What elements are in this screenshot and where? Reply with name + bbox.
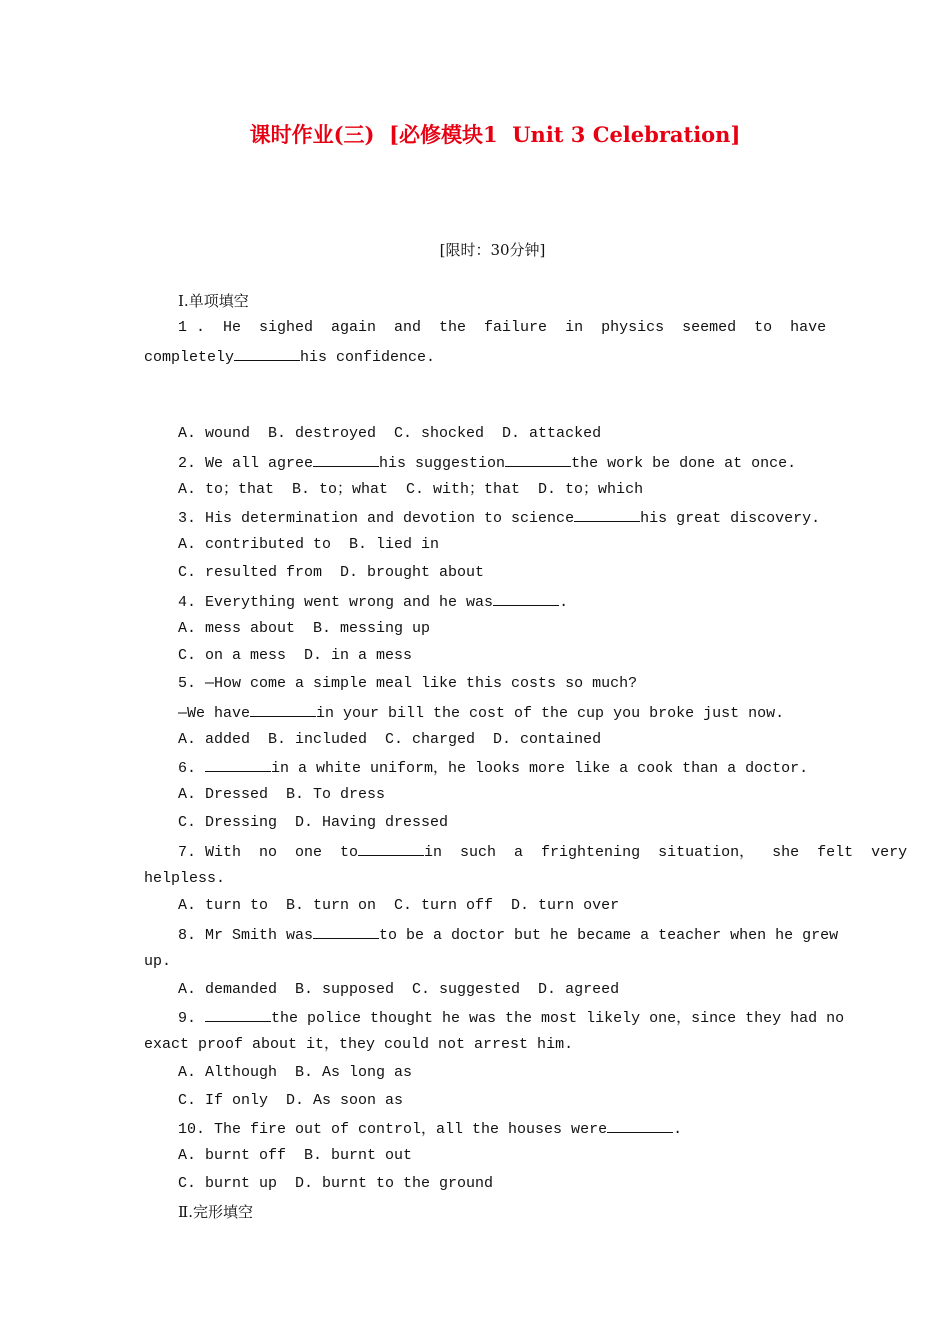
- q7-text-b: in such a frightening situation， she felt very: [424, 844, 908, 861]
- q2-text-a: 2. We all agree: [178, 455, 314, 472]
- q8-line-1: [178, 924, 838, 946]
- q6-text-a: 6.: [178, 760, 206, 777]
- q7-text-a: 7. With no one to: [178, 844, 359, 861]
- q4-stem: [178, 591, 568, 613]
- q8-options: A. demanded B. supposed C. suggested D. agreed: [178, 981, 620, 998]
- q3-blank: [574, 507, 640, 522]
- q7-line-2: helpless.: [144, 870, 226, 887]
- q6-options-1: A. Dressed B. To dress: [178, 786, 386, 803]
- q1-blank: [234, 346, 300, 361]
- q6-stem: [178, 757, 808, 779]
- section-1-heading: Ⅰ.单项填空: [178, 292, 249, 310]
- q2-blank-2: [505, 452, 571, 467]
- q1-line-1: 1 . He sighed again and the failure in physics seemed to have: [178, 319, 827, 336]
- q8-blank: [313, 924, 379, 939]
- q2-text-c: the work be done at once.: [571, 455, 797, 472]
- q5-options: A. added B. included C. charged D. contained: [178, 731, 602, 748]
- q10-stem: [178, 1118, 682, 1140]
- q9-options-1: A. Although B. As long as: [178, 1064, 413, 1081]
- q2-blank-1: [313, 452, 379, 467]
- q4-text-a: 4. Everything went wrong and he was: [178, 594, 494, 611]
- q6-text-b: in a white uniform，he looks more like a cook than a doctor.: [271, 760, 809, 777]
- q4-options-2: C. on a mess D. in a mess: [178, 647, 413, 664]
- q2-options: A. to；that B. to；what C. with；that D. to；which: [178, 481, 644, 498]
- q1-line-2: [144, 346, 435, 368]
- q1-text-a: completely: [144, 349, 235, 366]
- q5-text-a: —We have: [178, 705, 251, 722]
- q7-blank: [358, 841, 424, 856]
- q2-text-b: his suggestion: [379, 455, 506, 472]
- q9-options-2: C. If only D. As soon as: [178, 1092, 404, 1109]
- q10-text-b: .: [673, 1121, 683, 1138]
- q10-options-1: A. burnt off B. burnt out: [178, 1147, 413, 1164]
- q7-options: A. turn to B. turn on C. turn off D. turn over: [178, 897, 620, 914]
- q1-text-b: his confidence.: [300, 349, 436, 366]
- q1-options: A. wound B. destroyed C. shocked D. attacked: [178, 425, 602, 442]
- q8-text-a: 8. Mr Smith was: [178, 927, 314, 944]
- q7-line-1: [178, 841, 907, 863]
- q3-text-b: his great discovery.: [640, 510, 821, 527]
- q5-line-1: 5. —How come a simple meal like this costs so much?: [178, 675, 638, 692]
- q3-options-2: C. resulted from D. brought about: [178, 564, 485, 581]
- q3-stem: [178, 507, 820, 529]
- q9-line-2: exact proof about it，they could not arrest him.: [144, 1036, 574, 1053]
- q5-blank: [250, 702, 316, 717]
- q3-text-a: 3. His determination and devotion to science: [178, 510, 575, 527]
- page-title: 课时作业(三) [必修模块1 Unit 3 Celebration]: [249, 122, 741, 147]
- q9-blank: [205, 1007, 271, 1022]
- q3-options-1: A. contributed to B. lied in: [178, 536, 440, 553]
- q6-blank: [205, 757, 271, 772]
- q8-text-b: to be a doctor but he became a teacher when he grew: [379, 927, 839, 944]
- time-limit: [限时：30分钟]: [439, 241, 546, 259]
- q2-stem: [178, 452, 796, 474]
- q4-blank: [493, 591, 559, 606]
- q10-options-2: C. burnt up D. burnt to the ground: [178, 1175, 494, 1192]
- q5-text-b: in your bill the cost of the cup you broke just now.: [316, 705, 785, 722]
- q10-blank: [607, 1118, 673, 1133]
- q6-options-2: C. Dressing D. Having dressed: [178, 814, 449, 831]
- section-2-heading: Ⅱ.完形填空: [178, 1203, 253, 1221]
- q10-text-a: 10. The fire out of control，all the houses were: [178, 1121, 608, 1138]
- q9-text-a: 9.: [178, 1010, 206, 1027]
- q4-text-b: .: [559, 594, 569, 611]
- q9-line-1: [178, 1007, 844, 1029]
- q5-line-2: [178, 702, 784, 724]
- q9-text-b: the police thought he was the most likely one，since they had no: [271, 1010, 845, 1027]
- q8-line-2: up.: [144, 953, 172, 970]
- q4-options-1: A. mess about B. messing up: [178, 620, 431, 637]
